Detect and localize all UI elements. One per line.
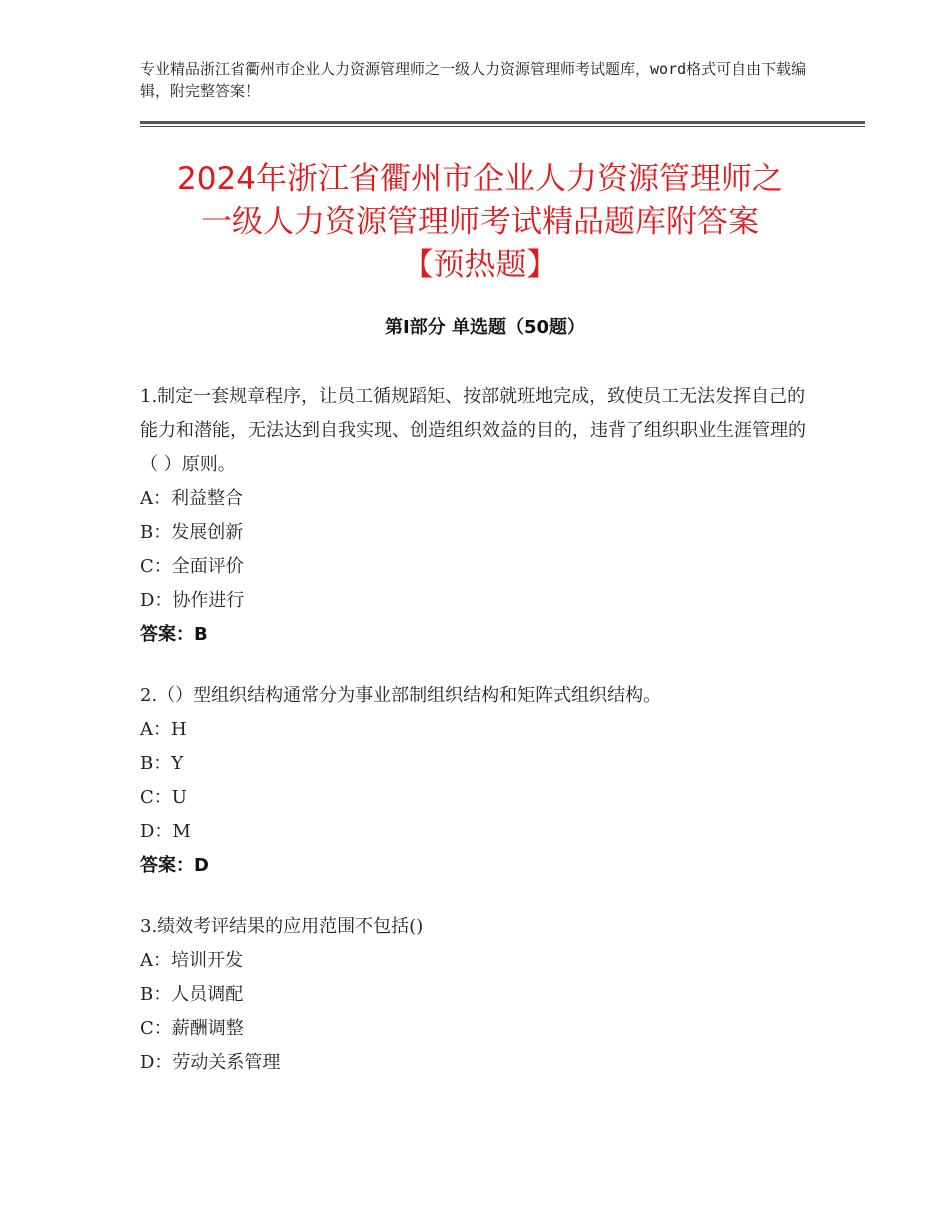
option-a: A：H [140, 719, 187, 740]
header-note: 专业精品浙江省衢州市企业人力资源管理师之一级人力资源管理师考试题库，word格式可自由下载编辑，附完整答案！ [140, 60, 807, 100]
question-stem: 2.（）型组织结构通常分为事业部制组织结构和矩阵式组织结构。 [140, 685, 662, 706]
option-c: C：薪酬调整 [140, 1018, 244, 1039]
header-rule-thick [140, 121, 865, 124]
option-b: B：人员调配 [140, 984, 244, 1005]
option-a: A：利益整合 [140, 488, 243, 509]
option-a: A：培训开发 [140, 950, 243, 971]
answer-line: 答案：D [140, 855, 209, 876]
option-d: D：劳动关系管理 [140, 1052, 281, 1073]
option-c: C：U [140, 787, 187, 808]
option-b: B：发展创新 [140, 522, 244, 543]
question-stem: 3.绩效考评结果的应用范围不包括() [140, 916, 424, 937]
option-c: C：全面评价 [140, 556, 244, 577]
document-title-line: 一级人力资源管理师考试精品题库附答案 [201, 204, 759, 240]
question-1 [140, 380, 810, 652]
option-d: D：M [140, 821, 191, 842]
document-title-line: 2024年浙江省衢州市企业人力资源管理师之 [177, 161, 783, 197]
header-rule-thin [140, 126, 865, 127]
question-stem: 1.制定一套规章程序，让员工循规蹈矩、按部就班地完成，致使员工无法发挥自己的能力和潜能，无法达到自我实现、创造组织效益的目的，违背了组织职业生涯管理的（ ）原则。 [140, 386, 806, 475]
question-2 [140, 679, 810, 883]
answer-line: 答案：B [140, 624, 208, 645]
option-d: D：协作进行 [140, 590, 245, 611]
section-heading: 第Ⅰ部分 单选题（50题） [384, 317, 585, 338]
question-list [140, 380, 810, 1107]
document-title-line: 【预热题】 [402, 247, 558, 283]
document-title [110, 158, 850, 287]
question-3 [140, 910, 810, 1080]
option-b: B：Y [140, 753, 184, 774]
